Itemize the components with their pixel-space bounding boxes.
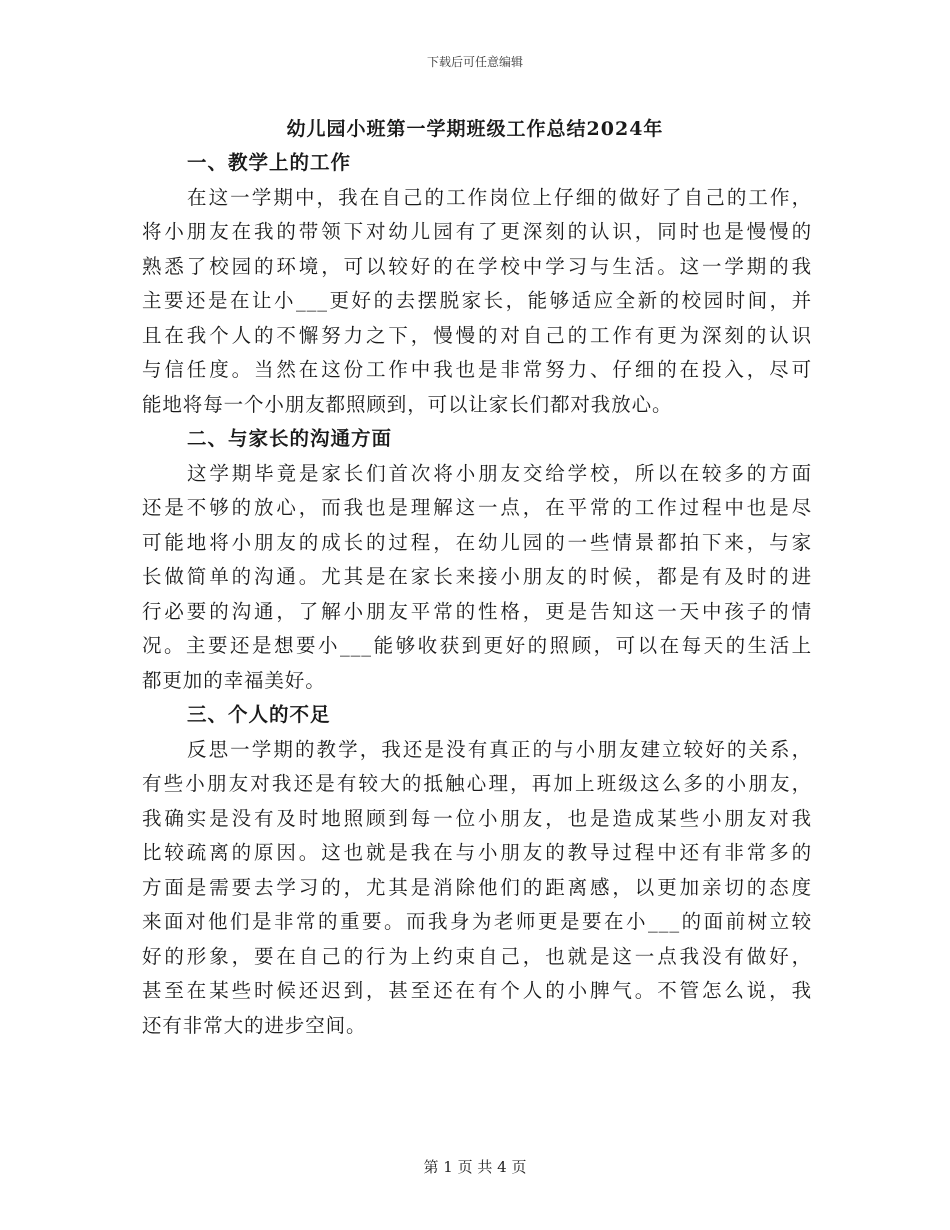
paragraph-line: 熟悉了校园的环境，可以较好的在学校中学习与生活。这一学期的我	[142, 254, 812, 278]
section-heading-shortcomings: 三、个人的不足	[187, 703, 331, 726]
paragraph-line: 在这一学期中，我在自己的工作岗位上仔细的做好了自己的工作，	[187, 185, 812, 209]
paragraph-line: 还有非常大的进步空间。	[142, 1013, 367, 1037]
paragraph-line: 比较疏离的原因。这也就是我在与小朋友的教导过程中还有非常多的	[142, 841, 812, 864]
paragraph-line: 能地将每一个小朋友都照顾到，可以让家长们都对我放心。	[142, 392, 673, 416]
document-title: 幼儿园小班第一学期班级工作总结2024年	[286, 118, 664, 140]
paragraph-line: 还是不够的放心，而我也是理解这一点，在平常的工作过程中也是尽	[142, 496, 812, 519]
paragraph-line: 都更加的幸福美好。	[142, 668, 326, 692]
paragraph-line: 我确实是没有及时地照顾到每一位小朋友，也是造成某些小朋友对我	[142, 806, 812, 830]
section-heading-parents: 二、与家长的沟通方面	[187, 427, 393, 450]
paragraph-line: 将小朋友在我的带领下对幼儿园有了更深刻的认识，同时也是慢慢的	[142, 220, 812, 243]
paragraph-line: 可能地将小朋友的成长的过程，在幼儿园的一些情景都拍下来，与家	[142, 530, 812, 554]
paragraph-line: 来面对他们是非常的重要。而我身为老师更是要在小___的面前树立较	[142, 910, 812, 933]
paragraph-line: 方面是需要去学习的，尤其是消除他们的距离感，以更加亲切的态度	[142, 875, 812, 899]
page-number-footer: 第 1 页 共 4 页	[423, 1158, 527, 1176]
paragraph-line: 长做简单的沟通。尤其是在家长来接小朋友的时候，都是有及时的进	[142, 565, 812, 588]
paragraph-line: 与信任度。当然在这份工作中我也是非常努力、仔细的在投入，尽可	[142, 358, 812, 381]
paragraph-line: 这学期毕竟是家长们首次将小朋友交给学校，所以在较多的方面	[187, 461, 812, 485]
paragraph-line: 好的形象，要在自己的行为上约束自己，也就是这一点我没有做好，	[142, 944, 812, 968]
paragraph-line: 反思一学期的教学，我还是没有真正的与小朋友建立较好的关系，	[187, 737, 812, 761]
paragraph-line: 有些小朋友对我还是有较大的抵触心理，再加上班级这么多的小朋友，	[142, 772, 812, 795]
paragraph-line: 行必要的沟通，了解小朋友平常的性格，更是告知这一天中孩子的情	[142, 599, 812, 623]
paragraph-line: 主要还是在让小___更好的去摆脱家长，能够适应全新的校园时间，并	[142, 289, 812, 312]
paragraph-line: 且在我个人的不懈努力之下，慢慢的对自己的工作有更为深刻的认识	[142, 323, 812, 347]
paragraph-line: 甚至在某些时候还迟到，甚至还在有个人的小脾气。不管怎么说，我	[142, 979, 812, 1002]
paragraph-line: 况。主要还是想要小___能够收获到更好的照顾，可以在每天的生活上	[142, 634, 812, 657]
section-heading-teaching: 一、教学上的工作	[187, 151, 352, 174]
document-body	[142, 146, 812, 1043]
page-header-note: 下载后可任意编辑	[426, 55, 523, 69]
